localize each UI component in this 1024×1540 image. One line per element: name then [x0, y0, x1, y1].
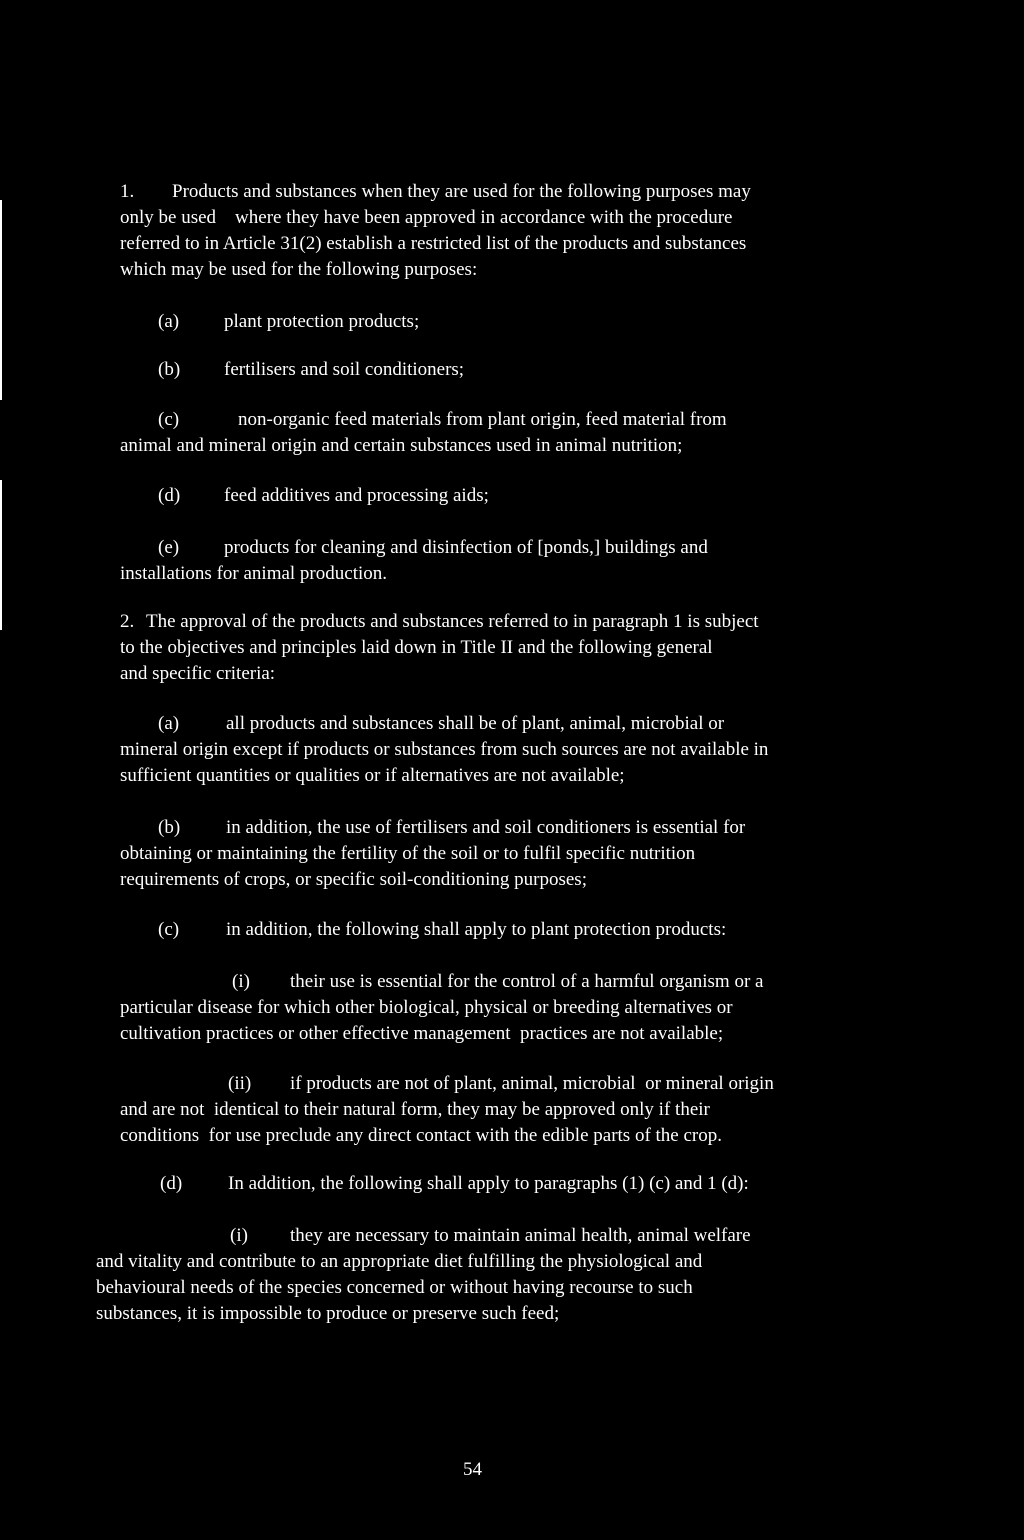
item-text: requirements of crops, or specific soil-conditioning purposes; — [120, 869, 587, 890]
item-text: all products and substances shall be of plant, animal, microbial or — [226, 713, 725, 734]
item-text: non-organic feed materials from plant origin, feed material from — [238, 409, 727, 430]
subitem-label: (i) — [230, 1225, 248, 1246]
subitem-text: behavioural needs of the species concerned or without having recourse to such — [96, 1277, 693, 1298]
subitem-text: they are necessary to maintain animal health, animal welfare — [290, 1225, 751, 1246]
item-text: feed additives and processing aids; — [224, 485, 489, 506]
revision-bar — [0, 200, 2, 400]
paragraph-2-number: 2. — [120, 611, 135, 632]
subitem-text: if products are not of plant, animal, microbial or mineral origin — [290, 1073, 774, 1094]
item-text: in addition, the use of fertilisers and soil conditioners is essential for — [226, 817, 746, 838]
item-text: sufficient quantities or qualities or if alternatives are not available; — [120, 765, 625, 786]
paragraph-1-line: which may be used for the following purposes: — [120, 259, 478, 280]
item-label: (a) — [158, 311, 180, 332]
subitem-label: (ii) — [228, 1073, 252, 1094]
item-label: (c) — [158, 919, 180, 940]
item-label: (b) — [158, 817, 181, 838]
paragraph-1-line: only be used where they have been approved in accordance with the procedure — [120, 207, 733, 228]
item-text: mineral origin except if products or substances from such sources are not available in — [120, 739, 769, 760]
item-label: (b) — [158, 359, 181, 380]
paragraph-1-number: 1. — [120, 181, 135, 202]
subitem-label: (i) — [232, 971, 250, 992]
paragraph-2-line: to the objectives and principles laid down in Title II and the following general — [120, 637, 713, 658]
paragraph-1-line: referred to in Article 31(2) establish a restricted list of the products and substances — [120, 233, 747, 254]
item-text: fertilisers and soil conditioners; — [224, 359, 465, 380]
item-text: plant protection products; — [224, 311, 420, 332]
subitem-text: and vitality and contribute to an appropriate diet fulfilling the physiological and — [96, 1251, 703, 1272]
subitem-text: particular disease for which other biological, physical or breeding alternatives or — [120, 997, 733, 1018]
item-text: products for cleaning and disinfection of [ponds,] buildings and — [224, 537, 708, 558]
subitem-text: substances, it is impossible to produce or preserve such feed; — [96, 1303, 560, 1324]
subitem-text: conditions for use preclude any direct contact with the edible parts of the crop. — [120, 1125, 722, 1146]
paragraph-1-line: Products and substances when they are used for the following purposes may — [172, 181, 751, 202]
item-text: In addition, the following shall apply to paragraphs (1) (c) and 1 (d): — [228, 1173, 749, 1194]
item-text: installations for animal production. — [120, 563, 388, 584]
subitem-text: and are not identical to their natural form, they may be approved only if their — [120, 1099, 710, 1120]
item-text: in addition, the following shall apply to plant protection products: — [226, 919, 727, 940]
revision-bar — [0, 480, 2, 630]
item-label: (a) — [158, 713, 180, 734]
item-label: (e) — [158, 537, 180, 558]
paragraph-2-line: The approval of the products and substances referred to in paragraph 1 is subject — [146, 611, 759, 632]
paragraph-2-line: and specific criteria: — [120, 663, 276, 684]
page-number: 54 — [463, 1459, 482, 1480]
item-text: animal and mineral origin and certain substances used in animal nutrition; — [120, 435, 683, 456]
item-label: (c) — [158, 409, 180, 430]
item-label: (d) — [158, 485, 181, 506]
item-label: (d) — [160, 1173, 183, 1194]
subitem-text: cultivation practices or other effective management practices are not available; — [120, 1023, 724, 1044]
subitem-text: their use is essential for the control of a harmful organism or a — [290, 971, 764, 992]
item-text: obtaining or maintaining the fertility of the soil or to fulfil specific nutrition — [120, 843, 696, 864]
